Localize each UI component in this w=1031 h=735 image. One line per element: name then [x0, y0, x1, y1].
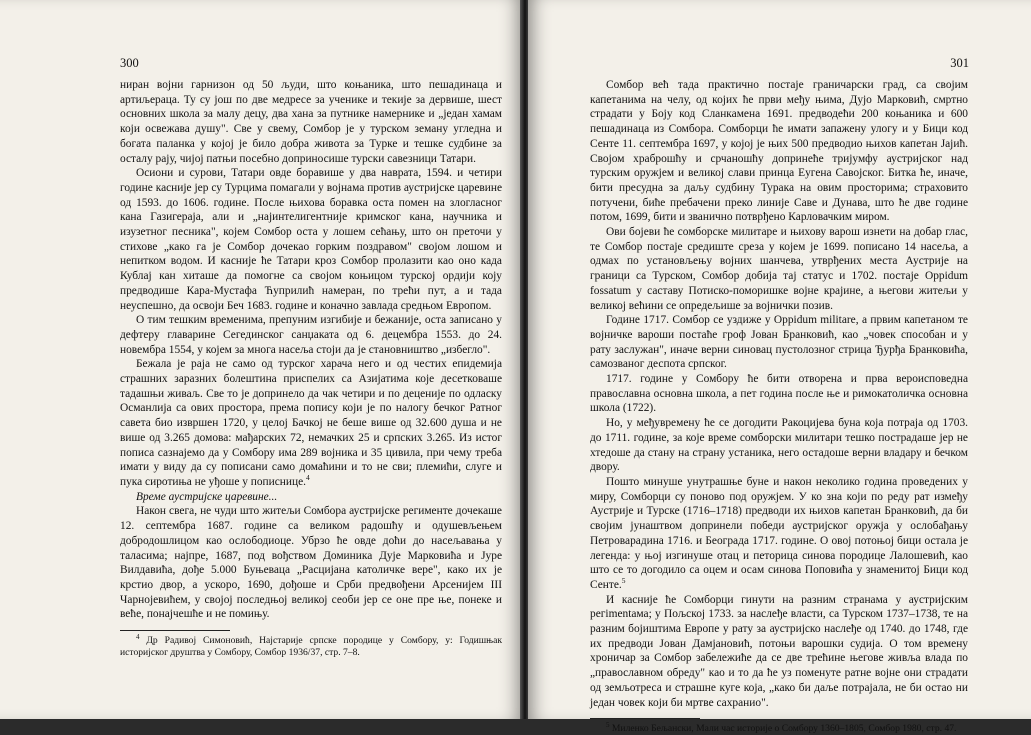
paragraph: И касније ће Сомборци гинути на разним странама у аустријским регimentама; у Пољској 1733. за наслеђе власти, са Турском 1737–1738, те на разним бојиштима Европе у рату за аустријско наслеђе од 1740. до 1748, где их предводи Јован Дамјановић, потоњи варошки судија. О том времену хроничар за Сомбор забележиће да се две трећине његове живља влада по „православном обреду" као и то да ће уз поменуте ратне војне они страдати од земљотреса и страшне куге која, „како би даље потрајала, не би остао ни један човек који би мртве сахранио".: [590, 593, 968, 709]
paragraph: Но, у међувремену ће се догодити Ракоцијева буна која потраја од 1703. до 1711. године, за које време сомборски милитари тешко пострадаше јер не хтедоше да стану на страну устаника, него остадоше верни владару и бечком двору.: [590, 417, 968, 474]
section-heading: Време аустријске царевине...: [136, 490, 278, 503]
paragraph-text: Бежала је раја не само од турског харача него и од честих епидемија страшних заразних болештина приспелих са Азијатима које десетковаше тадашњи живаљ. Све то је допринело да чак четири и по деценије по одласку Османлија са ових простора, према попису који је по налогу бечког Ратног савета био извршен 1720, у целој Бачкој не беше више од 32.600 душа и не више од 3.265 домова: мађарских 72, немачких 25 и српских 3.265. Из истог пописа сазнајемо да у Сомбору има 289 војника и 35 цивила, при чему треба имати у виду да су пописани само домаћини и то не сви; племићи, слуге и пука сиротиња не уђоше у пописнице.: [120, 358, 502, 488]
paragraph: ниран војни гарнизон од 50 људи, што коњаника, што пешадинаца и артиљераца. Ту су још по две медресе за ученике и текије за дервише, шест основних школа за малу децу, два хана за путнике намернике и „један хамам који освежава душу". Све у свему, Сомбор је у турском земану угледна и богата паланка у којој је било добра живота за Турке и тешке судбине за осталу рају, чијој патњи посебно доприносише турски савезници Татари.: [120, 79, 502, 165]
paragraph: [120, 357, 502, 489]
paragraph: Ови бојеви ће сомборске милитаре и њихову варош изнети на добар глас, те Сомбор постаје средиште среза у којем је 1699. пописано 14 насеља, а одмах по установљењу војних шанчева, утврђених места Аустрије на граници са Турском, Сомбор добија тај статус и 1702. постаје Oppidum fossatum у саставу Потиско-поморишке војне крајине, а његови житељи у великој већини се опредељише за војнички позив.: [590, 226, 968, 312]
paragraph: Након свега, не чуди што житељи Сомбора аустријске регименте дочекаше 12. септембра 1687. године са великом радошћу и одушевљењем добродошлицом као ослободиоце. Убрзо ће овде доћи до насељавања у таласима; најпре, 1687, под вођством Доминика Дује Марковића и Јуре Вилдавића, дође 5.000 Буњеваца „Расцијана католичке вере", како их је крстио двор, а ускоро, 1690, дођоше и Срби предвођени Арсенијем III Чарнојевићем, у својој последњој великој сеоби јер се оне пре ње, понеке и веће, понајчешће и не помињу.: [120, 505, 502, 621]
paragraph: Осиони и сурови, Татари овде боравише у два наврата, 1594. и четири године касније јер су Турцима помагали у војнама против аустријске царевине од 1593. до 1606. године. После њихова боравка оста помен на злогласног кана Газигераја, али и „најинтелигентније кримског кана, научника и изузетног песника", којем Сомбор оста у лошем сећању, што он преточи у стихове „како га је Сомбор дочекао горким поздравом" својом лошом и непитком водом. И касније ће Татари кроз Сомбор пролазити као оно када Кублај кан хиташе да помогне са својом коњицом турској ордији коју предводише Кара-Мустафа Ћуприлић намеран, по трећи пут, а и тада неуспешно, да освоји Беч 1683. године и коначно завлада средњом Европом.: [120, 167, 502, 312]
paragraph: Године 1717. Сомбор се уздиже у Oppidum militare, а првим капетаном те војничке вароши постаће гроф Јован Бранковић, као „човек способан и у рату заслужан", иначе верни синовац пустолозног стрица Ђурђа Бранковића, самозваног деспота српског.: [590, 314, 968, 371]
paragraph: О тим тешким временима, препуним изгибије и бежаније, оста записано у дефтеру главарине Сегединског санџаката од 6. децембра 1553. до 24. новембра 1554, у којем за многа насеља стоји да је становништво „избегло".: [120, 314, 502, 356]
footnote-divider: [590, 718, 700, 719]
paragraph-text: Пошто минуше унутрашње буне и након неколико година проведених у миру, Сомборци су поново под оружјем. У ко зна који по реду рат између Аустрије и Турске (1716–1718) предводи их њихов капетан Бранковић, да би својим јунаштвом допринели победи аустријског оружја у ослобађању Петроварадина 1716. и Београда 1717. године. О овој потоњој бици остала је легенда: у њој изгинуше отац и петорица синова породице Лалошевић, као што се то догодило са оцем и осам синова Поповића у знаменитој Бици код Сенте.: [590, 475, 968, 591]
paragraph: [590, 475, 968, 593]
footnote: [120, 632, 502, 659]
left-page: [0, 0, 522, 719]
footnote-number: 4: [136, 632, 140, 641]
page-number: 301: [950, 56, 969, 70]
page-number: 300: [120, 56, 139, 70]
paragraph: 1717. године у Сомбору ће бити отворена и прва вероисповедна православна основна школа, а пет година после ње и римокатоличка основна школа (1722).: [590, 373, 968, 415]
right-page-text: [590, 78, 968, 735]
paragraph: Сомбор већ тада практично постаје граничарски град, са својим капетанима на челу, од којих ће први међу њима, Дујо Марковић, смртно страдати у Боју код Сланкамена 1691. предводећи 200 коњаника и 600 пешадинаца из Сомбора. Сомборци ће имати запажену улогу и у Бици код Сенте 11. септембра 1697, у којој је њих 500 предводио њихов капетан Јајић. Својом храброшћу и срчаношћу допринеће тријумфу аустријског над турским оружјем и великој слави принца Еугена Савојског. Битка ће, иначе, бити пресудна за даљу судбину Турака на овим просторима; страховито потучени, биће пребачени преко линије Саве и Дунава, што ће две године потом, 1699, бити и званично потврђено Карловачким миром.: [590, 79, 968, 224]
footnote: [590, 723, 968, 735]
left-page-text: [120, 78, 502, 659]
footnote-text: Миленко Бељански, Мали час историје о Сомбору 1360–1805, Сомбор 1980, стр. 47.: [611, 723, 957, 735]
footnote-ref: 5: [621, 576, 626, 586]
footnote-ref: 4: [306, 473, 310, 483]
footnote-number: 5: [606, 721, 610, 730]
right-page: [528, 0, 1031, 735]
footnote-text: Др Радивој Симоновић, Најстарије српске породице у Сомбору, у: Годишњак историјског друштва у Сомбору, Сомбор 1936/37, стр. 7–8.: [120, 635, 502, 659]
footnote-divider: [120, 630, 230, 631]
